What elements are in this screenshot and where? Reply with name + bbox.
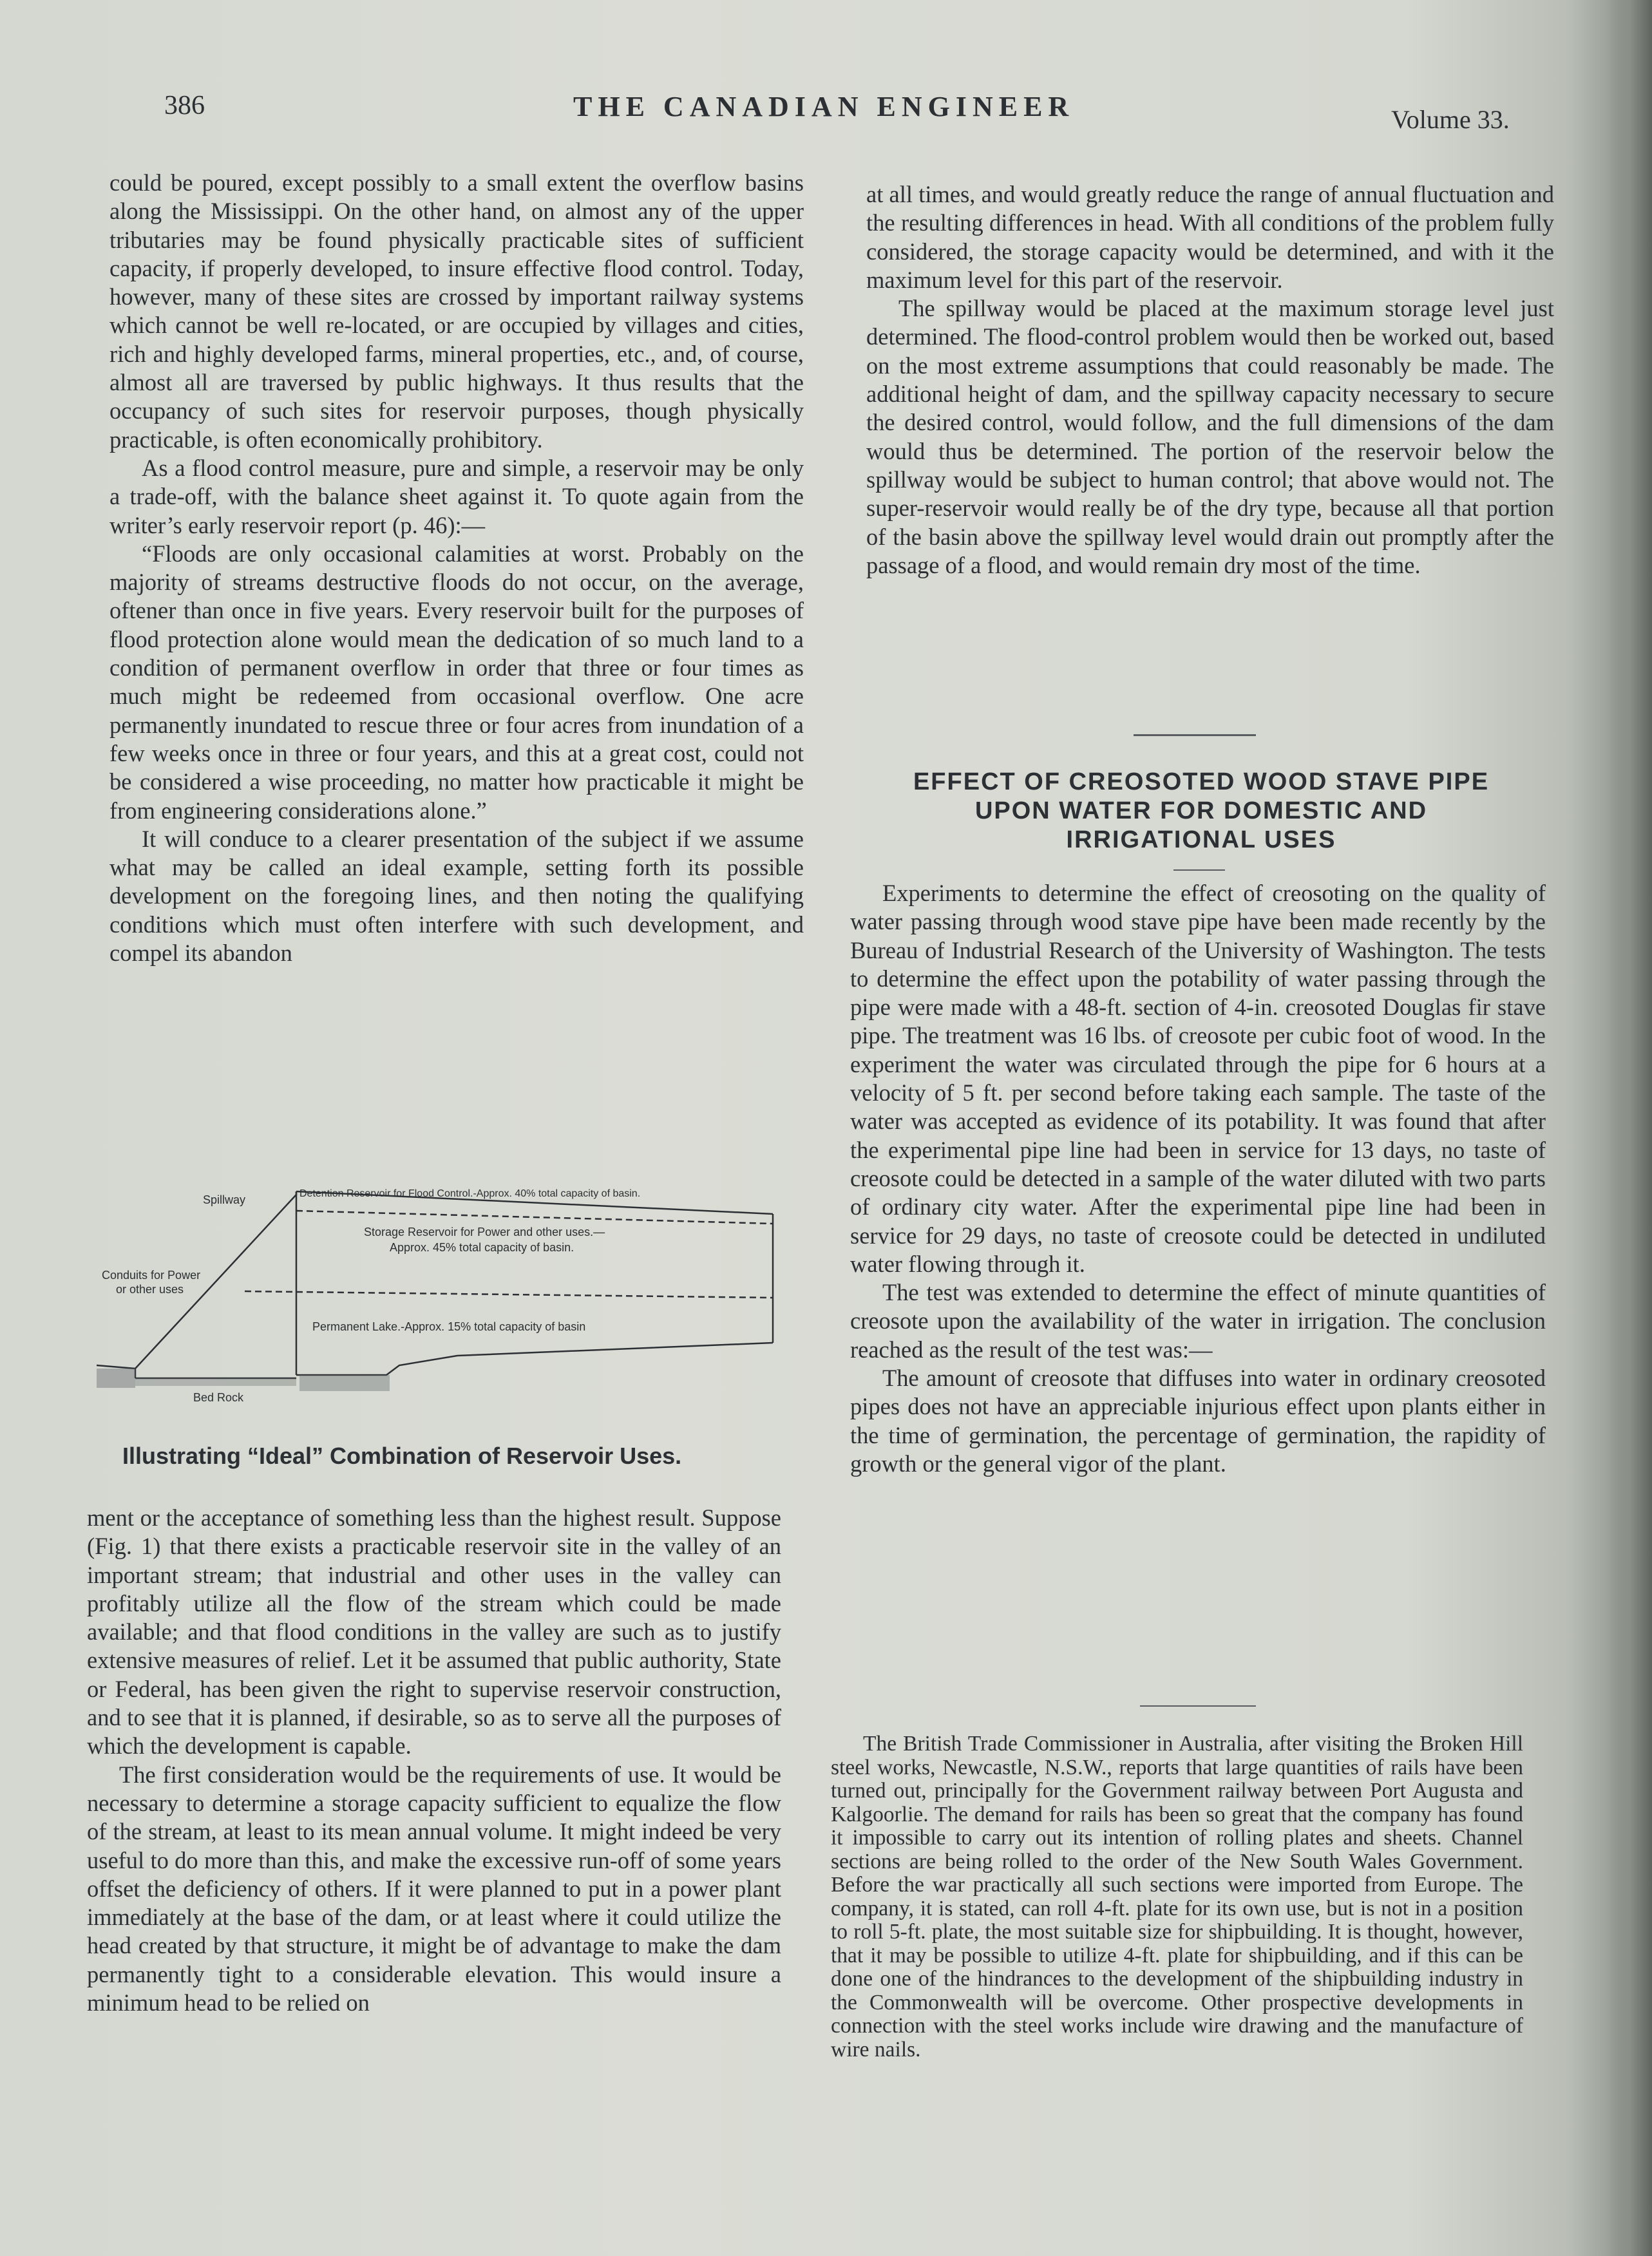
article-headline bbox=[850, 768, 1552, 855]
section-divider bbox=[1134, 734, 1256, 736]
storage-level-line bbox=[245, 1291, 773, 1298]
spillway-label: Spillway bbox=[203, 1193, 246, 1206]
journal-title: THE CANADIAN ENGINEER bbox=[573, 91, 1075, 122]
storage-reservoir-label-2: Approx. 45% total capacity of basin. bbox=[390, 1241, 574, 1254]
right-column-top bbox=[866, 180, 1554, 580]
quote-paragraph: “Floods are only occasional calamities at worst. Probably on the majority of streams destructive floods do not occur, on the average, oftener than once in five years. Every reservoir built for the purposes of flood protection alone would mean the dedication of so much land to a condition of permanent overflow in order that three or four times as much might be redeemed from occasional overflow. One acre permanently inundated to rescue three or four acres from inundation of a few weeks once in three or four years, and this at a great cost, could not be considered a wise proceeding, no matter how practicable it might be from engineering considerations alone.” bbox=[109, 540, 804, 824]
headline-rule bbox=[1173, 869, 1225, 871]
headline-line: EFFECT OF CREOSOTED WOOD STAVE PIPE bbox=[913, 768, 1490, 795]
conduits-label-2: or other uses bbox=[116, 1283, 184, 1296]
section-divider bbox=[1140, 1705, 1256, 1707]
paragraph: The spillway would be placed at the maximum storage level just determined. The flood-control problem would then be worked out, based on the most extreme assumptions that could reasonably be made. The additional height of dam, and the spillway capacity necessary to secure the desired control, would follow, and the full dimensions of the dam would thus be determined. The portion of the reservoir below the spillway would be subject to human control; that above would not. The super-reservoir would really be of the dry type, because all that portion of the basin above the spillway level would drain out promptly after the passage of a flood, and would remain dry most of the time. bbox=[866, 295, 1554, 578]
diagram-drawing bbox=[97, 1182, 779, 1427]
paragraph: The British Trade Commissioner in Australia, after visiting the Broken Hill steel works, Newcastle, N.S.W., reports that large quantities of rails have been turned out, principally for the Government railway between Port Augusta and Kalgoorlie. The demand for rails has been so great that the company has found it impossible to carry out its intention of rolling plates and sheets. Channel sections are being rolled to the order of the New South Wales Government. Before the war practically all such sections were imported from Europe. The company, it is stated, can roll 4-ft. plate for its own use, but is not in a position to roll 5-ft. plate, the most suitable size for shipbuilding. It is thought, however, that it may be possible to utilize 4-ft. plate for shipbuilding, and if this can be done one of the hindrances to the development of the shipbuilding industry in the Commonwealth will be overcome. Other prospective developments in connection with the steel works include wire drawing and the manufacture of wire nails. bbox=[831, 1732, 1523, 2062]
spillway-level-line bbox=[296, 1211, 773, 1224]
permanent-lake-label: Permanent Lake.-Approx. 15% total capacity of basin bbox=[312, 1320, 586, 1333]
paragraph: at all times, and would greatly reduce the range of annual fluctuation and the resulting differences in head. With all conditions of the problem fully considered, the storage capacity would be determined, and with it the maximum level for this part of the reservoir. bbox=[866, 181, 1554, 293]
article-body bbox=[850, 879, 1546, 1478]
paragraph: As a flood control measure, pure and simple, a reservoir may be only a trade-off, with the balance sheet against it. To quote again from the writer’s early reservoir report (p. 46):— bbox=[109, 454, 804, 538]
bed-rock-label: Bed Rock bbox=[193, 1391, 244, 1404]
volume-label: Volume 33. bbox=[1391, 105, 1510, 134]
left-column-top bbox=[109, 169, 804, 967]
paragraph: The amount of creosote that diffuses into water in ordinary creosoted pipes does not have an appreciable injurious effect upon plants either in the time of germination, the percentage of germination, the rapidity of growth or the general vigor of the plant. bbox=[850, 1365, 1546, 1477]
paragraph: It will conduce to a clearer presentation of the subject if we assume what may be called an ideal example, setting forth its possible development on the foregoing lines, and then noting the qualifying conditions which must often interfere with such development, and compel its abandon bbox=[109, 825, 804, 967]
rock-hatching bbox=[97, 1369, 390, 1391]
headline-line: IRRIGATIONAL USES bbox=[1066, 826, 1336, 853]
page-header bbox=[0, 90, 1652, 142]
headline-line: UPON WATER FOR DOMESTIC AND bbox=[974, 797, 1428, 824]
reservoir-diagram bbox=[97, 1182, 779, 1427]
news-note bbox=[831, 1732, 1523, 2062]
paragraph: The first consideration would be the requirements of use. It would be necessary to determine a storage capacity sufficient to equalize the flow of the stream, at least to its mean annual volume. It might indeed be very useful to do more than this, and make the excessive run-off of some years offset the deficiency of others. If it were planned to put in a power plant immediately at the base of the dam, or at least where it could utilize the head created by that structure, it might be of advantage to make the dam permanently tight to a considerable elevation. This would insure a minimum head to be relied on bbox=[87, 1761, 781, 2016]
paragraph: could be poured, except possibly to a small extent the overflow basins along the Mississippi. On the other hand, on almost any of the upper tributaries may be found physically practicable sites of sufficient capacity, if properly developed, to insure effective flood control. Today, however, many of these sites are crossed by important railway systems which cannot be well re-located, or are occupied by villages and cities, rich and highly developed farms, mineral properties, etc., and, of course, almost all are traversed by public highways. It thus results that the occupancy of such sites for reservoir purposes, though physically practicable, is often economically prohibitory. bbox=[109, 169, 804, 453]
detention-reservoir-label: Detention Reservoir for Flood Control.-Approx. 40% total capacity of basin. bbox=[299, 1188, 641, 1199]
ground-line-left bbox=[97, 1365, 135, 1369]
conduits-label-1: Conduits for Power bbox=[102, 1269, 201, 1282]
page-number: 386 bbox=[164, 91, 205, 120]
binding-shadow bbox=[1607, 0, 1652, 2256]
paragraph: Experiments to determine the effect of creosoting on the quality of water passing through wood stave pipe have been made recently by the Bureau of Industrial Research of the University of Washington. The tests to determine the effect upon the potability of water passing through the pipe were made with a 48-ft. section of 4-in. creosoted Douglas fir stave pipe. The treatment was 16 lbs. of creosote per cubic foot of wood. In the experiment the water was circulated through the pipe for 6 hours at a velocity of 5 ft. per second before taking each sample. The taste of the water was accepted as evidence of its potability. It was found that after the experimental pipe line had been in service for 13 days, no taste of creosote could be detected in a sample of the water diluted with two parts of ordinary city water. After the experimental pipe line had been in service for 29 days, no taste of creosote could be detected in undiluted water flowing through it. bbox=[850, 880, 1546, 1277]
paragraph: ment or the acceptance of something less than the highest result. Suppose (Fig. 1) that there exists a practicable reservoir site in the valley of an important stream; that industrial and other uses in the valley can profitably utilize all the flow of the stream which could be made available; and that flood conditions in the valley are such as to justify extensive measures of relief. Let it be assumed that public authority, State or Federal, has been given the right to supervise reservoir construction, and to see that it is planned, if desirable, so as to serve all the purposes of which the development is capable. bbox=[87, 1504, 781, 1759]
paragraph: The test was extended to determine the effect of minute quantities of creosote upon the availability of the water in irrigation. The conclusion reached as the result of the test was:— bbox=[850, 1279, 1546, 1363]
basin-floor bbox=[296, 1343, 773, 1375]
storage-reservoir-label-1: Storage Reservoir for Power and other uses.— bbox=[364, 1226, 605, 1238]
left-column-bottom bbox=[87, 1504, 781, 2017]
figure-caption: Illustrating “Ideal” Combination of Reservoir Uses. bbox=[122, 1443, 682, 1469]
